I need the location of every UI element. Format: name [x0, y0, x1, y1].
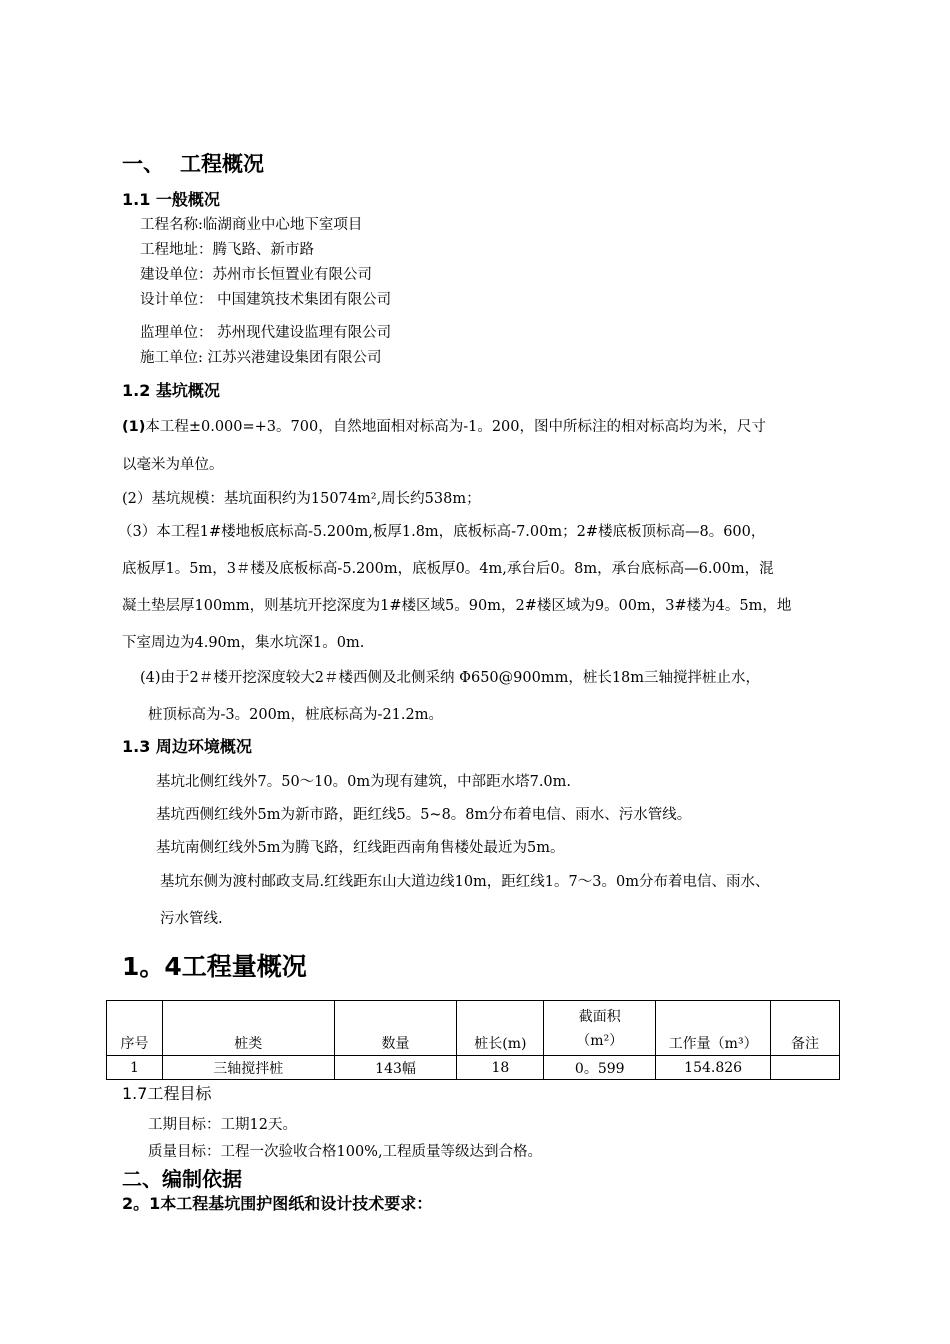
s12-para2: (2）基坑规模：基坑面积约为15074m²,周长约538m； — [122, 491, 481, 507]
s12-title: 1.2 基坑概况 — [122, 381, 220, 400]
cell-pile-type: 三轴搅拌桩 — [162, 1056, 334, 1080]
s13-west: 基坑西侧红线外5m为新市路，距红线5。5~8。8m分布着电信、雨水、污水管线。 — [156, 807, 692, 823]
project-name: 工程名称:临湖商业中心地下室项目 — [140, 217, 363, 233]
cell-index: 1 — [107, 1056, 163, 1080]
s12-para3-line3: 凝土垫层厚100mm，则基坑开挖深度为1#楼区域5。90m，2#楼区域为9。00m，3#楼为4。5m，地 — [122, 598, 792, 614]
s12-para4-line1: (4)由于2＃楼开挖深度较大2＃楼西侧及北侧采纳 Φ650@900mm，桩长18m三轴搅拌桩止水， — [140, 670, 761, 686]
s12-para4-line2: 桩顶标高为-3。200m，桩底标高为-21.2m。 — [148, 707, 443, 723]
quantity-table — [106, 1000, 840, 1080]
section1-title: 工程概况 — [180, 152, 264, 176]
s13-south: 基坑南侧红线外5m为腾飞路，红线距西南角售楼处最近为5m。 — [156, 840, 565, 856]
header-cell-remarks: 备注 — [771, 1001, 840, 1056]
section1-number: 一、 — [122, 152, 164, 176]
header-section-area-unit: （m²） — [576, 1033, 624, 1049]
s12-para1-mark: (1) — [122, 419, 146, 435]
s12-para1-line2: 以毫米为单位。 — [122, 457, 224, 473]
s13-title: 1.3 周边环境概况 — [122, 737, 252, 756]
header-cell-pile-type: 桩类 — [162, 1001, 334, 1056]
header-section-area-label: 截面积 — [578, 1009, 621, 1025]
s13-north: 基坑北侧红线外7。50～10。0m为现有建筑，中部距水塔7.0m. — [156, 774, 572, 790]
section2-title: 二、编制依据 — [122, 1167, 242, 1191]
s12-para3-line2: 底板厚1。5m，3＃楼及底板标高-5.200m，底板厚0。4m,承台后0。8m，承台底标高—6.00m，混 — [122, 561, 774, 577]
cell-quantity: 143幅 — [334, 1056, 457, 1080]
s17-schedule-goal: 工期目标：工期12天。 — [148, 1117, 297, 1133]
s12-para1-text: 本工程±0.000=+3。700，自然地面相对标高为-1。200，图中所标注的相对标高均为米，尺寸 — [145, 419, 767, 435]
table-row — [107, 1056, 840, 1080]
owner-unit: 建设单位：苏州市长恒置业有限公司 — [140, 267, 372, 283]
s13-east-line1: 基坑东侧为渡村邮政支局.红线距东山大道边线10m，距红线1。7～3。0m分布着电信、雨水、 — [160, 874, 770, 890]
header-cell-quantity: 数量 — [334, 1001, 457, 1056]
header-cell-index: 序号 — [107, 1001, 163, 1056]
construction-unit: 施工单位: 江苏兴港建设集团有限公司 — [140, 350, 382, 366]
s12-para3-line4: 下室周边为4.90m，集水坑深1。0m. — [122, 635, 365, 651]
s17-title: 1.7工程目标 — [122, 1084, 212, 1103]
cell-remarks — [771, 1056, 840, 1080]
s21-title: 2。1本工程基坑围护图纸和设计技术要求： — [122, 1194, 433, 1213]
s11-title: 1.1 一般概况 — [122, 190, 220, 209]
s12-para3-line1: （3）本工程1#楼地板底标高-5.200m,板厚1.8m，底板标高-7.00m；2#楼底板顶标高—8。600， — [118, 524, 766, 540]
s12-para1-line1 — [122, 415, 766, 436]
project-address: 工程地址：腾飞路、新市路 — [140, 242, 314, 258]
supervision-unit: 监理单位： 苏州现代建设监理有限公司 — [140, 325, 392, 341]
table-header-row — [107, 1001, 840, 1056]
design-unit: 设计单位： 中国建筑技术集团有限公司 — [140, 292, 392, 308]
cell-section-area: 0。599 — [544, 1056, 656, 1080]
header-cell-section-area — [544, 1001, 656, 1056]
header-cell-workload: 工作量（m³） — [656, 1001, 771, 1056]
cell-workload: 154.826 — [656, 1056, 771, 1080]
cell-pile-length: 18 — [457, 1056, 544, 1080]
s14-title: 1。4工程量概况 — [122, 952, 307, 981]
header-cell-pile-length: 桩长(m) — [457, 1001, 544, 1056]
s17-quality-goal: 质量目标：工程一次验收合格100%,工程质量等级达到合格。 — [148, 1144, 543, 1160]
s13-east-line2: 污水管线. — [160, 911, 223, 927]
